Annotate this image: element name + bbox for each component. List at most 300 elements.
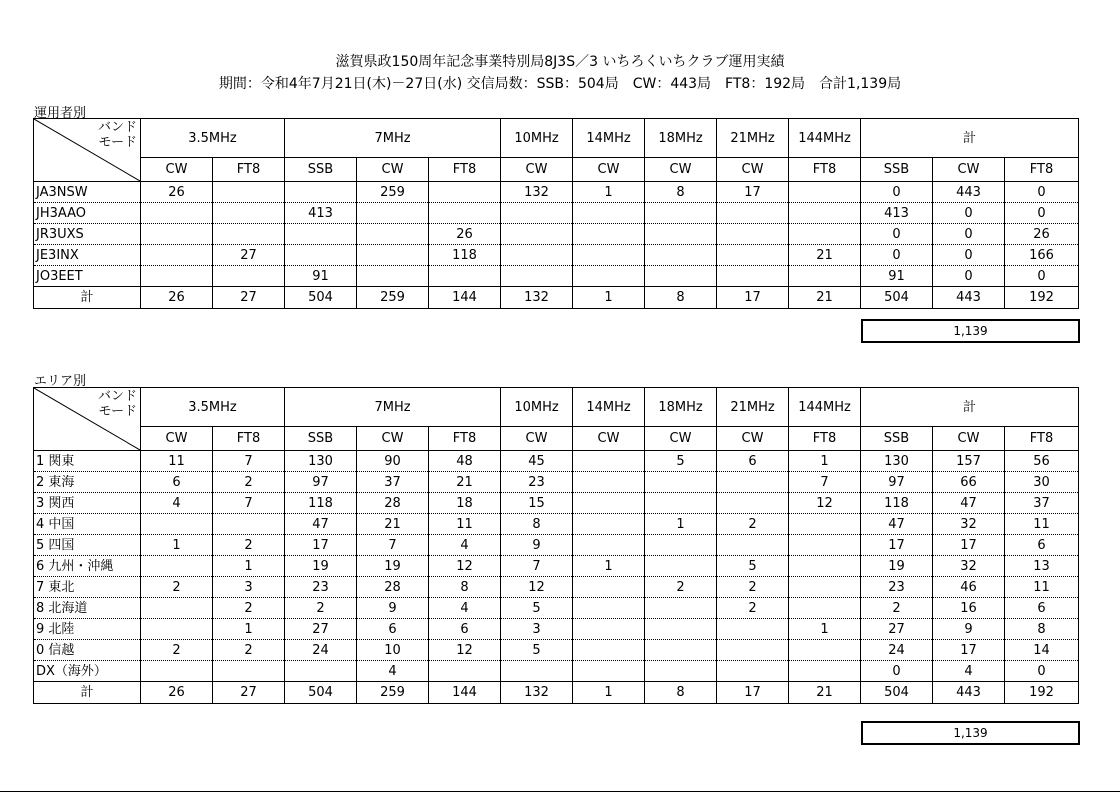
total-cell: 132 — [501, 287, 573, 309]
row-label: 1 関東 — [34, 451, 141, 472]
table-cell: 259 — [357, 182, 429, 203]
table-cell: 27 — [861, 619, 933, 640]
areas-section-label: エリア別 — [34, 374, 87, 389]
table-cell — [645, 266, 717, 287]
table-cell: 5 — [501, 640, 573, 661]
table-cell: 24 — [285, 640, 357, 661]
table-cell — [573, 224, 645, 245]
band-header: 144MHz — [789, 119, 861, 158]
band-header: 10MHz — [501, 388, 573, 427]
total-cell: 17 — [717, 287, 789, 309]
row-label: JO3EET — [34, 266, 141, 287]
band-header: 18MHz — [645, 388, 717, 427]
table-cell: 7 — [213, 451, 285, 472]
table-cell — [213, 182, 285, 203]
table-cell — [285, 224, 357, 245]
row-label: JH3AAO — [34, 203, 141, 224]
table-cell: 2 — [645, 577, 717, 598]
table-cell — [789, 535, 861, 556]
total-cell: 8 — [645, 287, 717, 309]
table-cell: 17 — [285, 535, 357, 556]
table-cell — [645, 556, 717, 577]
table-cell: 1 — [789, 451, 861, 472]
total-cell: 26 — [141, 287, 213, 309]
total-cell: 1 — [573, 682, 645, 704]
mode-header: CW — [573, 158, 645, 182]
mode-header: FT8 — [1005, 427, 1079, 451]
area-row — [34, 556, 1079, 577]
operators-table — [33, 118, 1079, 309]
table-cell — [573, 451, 645, 472]
mode-header: CW — [357, 158, 429, 182]
band-header: 21MHz — [717, 388, 789, 427]
table-cell: 0 — [1005, 182, 1079, 203]
table-cell — [213, 203, 285, 224]
table-cell: 0 — [933, 245, 1005, 266]
table-cell: 9 — [357, 598, 429, 619]
table-cell: 19 — [285, 556, 357, 577]
total-cell: 17 — [717, 682, 789, 704]
table-cell: 7 — [501, 556, 573, 577]
row-label: 6 九州・沖縄 — [34, 556, 141, 577]
mode-header: SSB — [861, 427, 933, 451]
table-cell: 0 — [1005, 203, 1079, 224]
area-row — [34, 493, 1079, 514]
table-cell: 0 — [933, 203, 1005, 224]
table-cell — [717, 224, 789, 245]
area-row — [34, 661, 1079, 682]
table-cell: 23 — [285, 577, 357, 598]
table-cell: 12 — [789, 493, 861, 514]
total-cell: 192 — [1005, 682, 1079, 704]
total-cell: 27 — [213, 682, 285, 704]
band-header: 14MHz — [573, 119, 645, 158]
table-cell: 21 — [429, 472, 501, 493]
operators-section-label: 運用者別 — [34, 106, 87, 121]
table-cell: 91 — [285, 266, 357, 287]
row-label: DX（海外） — [34, 661, 141, 682]
table-cell: 0 — [933, 266, 1005, 287]
table-cell: 443 — [933, 182, 1005, 203]
table-cell — [717, 245, 789, 266]
table-cell: 118 — [861, 493, 933, 514]
band-header: 14MHz — [573, 388, 645, 427]
table-cell: 26 — [429, 224, 501, 245]
table-cell: 0 — [1005, 266, 1079, 287]
table-cell — [645, 619, 717, 640]
mode-header: CW — [717, 427, 789, 451]
mode-header: CW — [141, 158, 213, 182]
table-cell: 19 — [357, 556, 429, 577]
table-cell: 1 — [573, 182, 645, 203]
operators-total-row — [34, 287, 1079, 309]
mode-header: FT8 — [789, 158, 861, 182]
table-cell — [573, 577, 645, 598]
mode-header: FT8 — [429, 158, 501, 182]
table-cell: 2 — [213, 472, 285, 493]
table-cell: 413 — [861, 203, 933, 224]
table-cell: 4 — [141, 493, 213, 514]
table-cell: 97 — [285, 472, 357, 493]
areas-rows — [34, 451, 1079, 682]
table-cell: 4 — [429, 598, 501, 619]
total-cell: 132 — [501, 682, 573, 704]
total-cell: 26 — [141, 682, 213, 704]
table-cell — [573, 493, 645, 514]
table-cell: 0 — [861, 224, 933, 245]
table-cell: 21 — [357, 514, 429, 535]
total-cell: 504 — [285, 682, 357, 704]
table-cell: 1 — [213, 556, 285, 577]
table-cell: 17 — [933, 535, 1005, 556]
table-cell: 26 — [1005, 224, 1079, 245]
table-cell: 2 — [717, 514, 789, 535]
table-cell — [357, 266, 429, 287]
table-cell: 5 — [501, 598, 573, 619]
area-row — [34, 535, 1079, 556]
table-cell: 2 — [213, 535, 285, 556]
table-cell: 8 — [1005, 619, 1079, 640]
total-cell: 21 — [789, 287, 861, 309]
mode-label: モード — [98, 134, 137, 150]
table-cell: 0 — [1005, 661, 1079, 682]
total-cell: 27 — [213, 287, 285, 309]
row-label: 9 北陸 — [34, 619, 141, 640]
table-cell: 6 — [717, 451, 789, 472]
total-label: 計 — [34, 287, 141, 309]
operator-row — [34, 203, 1079, 224]
table-cell: 11 — [429, 514, 501, 535]
table-cell: 8 — [501, 514, 573, 535]
table-cell: 12 — [501, 577, 573, 598]
table-cell: 1 — [141, 535, 213, 556]
mode-header: CW — [717, 158, 789, 182]
table-cell: 1 — [789, 619, 861, 640]
mode-header: FT8 — [789, 427, 861, 451]
table-cell — [717, 472, 789, 493]
row-label: 3 関西 — [34, 493, 141, 514]
table-cell: 28 — [357, 577, 429, 598]
table-cell: 47 — [933, 493, 1005, 514]
table-cell: 0 — [861, 661, 933, 682]
table-cell: 130 — [285, 451, 357, 472]
table-cell: 7 — [789, 472, 861, 493]
table-cell — [141, 661, 213, 682]
band-header: 7MHz — [285, 119, 501, 158]
table-cell — [429, 203, 501, 224]
table-cell: 1 — [645, 514, 717, 535]
table-cell: 12 — [429, 640, 501, 661]
table-cell: 2 — [717, 598, 789, 619]
areas-grand-total: 1,139 — [861, 721, 1080, 745]
table-cell: 23 — [861, 577, 933, 598]
table-cell: 27 — [285, 619, 357, 640]
table-cell — [501, 203, 573, 224]
table-cell — [501, 661, 573, 682]
table-cell: 130 — [861, 451, 933, 472]
table-cell: 11 — [141, 451, 213, 472]
band-header: 7MHz — [285, 388, 501, 427]
table-cell: 2 — [213, 598, 285, 619]
area-row — [34, 577, 1079, 598]
table-cell — [141, 619, 213, 640]
table-cell: 6 — [1005, 535, 1079, 556]
table-cell — [357, 245, 429, 266]
table-cell: 6 — [1005, 598, 1079, 619]
table-cell — [213, 266, 285, 287]
table-cell — [789, 577, 861, 598]
table-cell — [141, 598, 213, 619]
table-cell — [645, 493, 717, 514]
table-cell: 16 — [933, 598, 1005, 619]
areas-corner-header — [34, 388, 141, 451]
table-cell — [141, 245, 213, 266]
row-label: 7 東北 — [34, 577, 141, 598]
band-header: 21MHz — [717, 119, 789, 158]
table-cell: 2 — [213, 640, 285, 661]
total-cell: 443 — [933, 287, 1005, 309]
total-cell: 443 — [933, 682, 1005, 704]
table-cell: 66 — [933, 472, 1005, 493]
total-label: 計 — [34, 682, 141, 704]
area-row — [34, 514, 1079, 535]
mode-header: CW — [645, 427, 717, 451]
mode-header: FT8 — [429, 427, 501, 451]
mode-header: CW — [645, 158, 717, 182]
table-cell: 3 — [501, 619, 573, 640]
table-cell — [573, 619, 645, 640]
operators-grand-total: 1,139 — [861, 319, 1080, 343]
table-cell — [429, 661, 501, 682]
table-cell: 30 — [1005, 472, 1079, 493]
table-cell: 166 — [1005, 245, 1079, 266]
mode-header: CW — [501, 427, 573, 451]
area-row — [34, 598, 1079, 619]
table-cell: 18 — [429, 493, 501, 514]
table-cell — [213, 661, 285, 682]
table-cell: 2 — [285, 598, 357, 619]
table-cell — [573, 514, 645, 535]
table-cell — [573, 535, 645, 556]
table-cell — [213, 224, 285, 245]
table-cell: 17 — [861, 535, 933, 556]
table-cell: 0 — [933, 224, 1005, 245]
table-cell: 27 — [213, 245, 285, 266]
table-cell: 118 — [285, 493, 357, 514]
mode-header: FT8 — [213, 427, 285, 451]
operator-row — [34, 224, 1079, 245]
table-cell — [141, 266, 213, 287]
row-label: 0 信越 — [34, 640, 141, 661]
row-label: JR3UXS — [34, 224, 141, 245]
operator-row — [34, 245, 1079, 266]
table-cell — [573, 472, 645, 493]
operators-corner-header — [34, 119, 141, 182]
operator-row — [34, 266, 1079, 287]
table-cell — [573, 598, 645, 619]
table-cell: 32 — [933, 514, 1005, 535]
operator-row — [34, 182, 1079, 203]
table-cell — [789, 182, 861, 203]
table-cell: 48 — [429, 451, 501, 472]
table-cell: 6 — [357, 619, 429, 640]
mode-header: FT8 — [213, 158, 285, 182]
table-cell: 0 — [861, 182, 933, 203]
table-cell: 6 — [429, 619, 501, 640]
table-cell: 5 — [717, 556, 789, 577]
table-cell — [717, 661, 789, 682]
table-cell — [501, 266, 573, 287]
table-cell: 11 — [1005, 514, 1079, 535]
table-cell — [501, 245, 573, 266]
mode-header: CW — [573, 427, 645, 451]
total-cell: 259 — [357, 682, 429, 704]
operators-rows — [34, 182, 1079, 287]
total-cell: 504 — [285, 287, 357, 309]
areas-total-row — [34, 682, 1079, 704]
table-cell: 9 — [501, 535, 573, 556]
band-header: 3.5MHz — [141, 119, 285, 158]
document-title: 滋賀県政150周年記念事業特別局8J3S／3 いちろくいちクラブ運用実績 — [335, 54, 785, 70]
table-cell: 8 — [429, 577, 501, 598]
table-cell — [645, 640, 717, 661]
total-cell: 192 — [1005, 287, 1079, 309]
table-cell — [645, 224, 717, 245]
table-cell: 0 — [861, 245, 933, 266]
table-cell — [717, 203, 789, 224]
table-cell — [789, 598, 861, 619]
table-cell — [645, 472, 717, 493]
table-cell: 4 — [933, 661, 1005, 682]
table-cell: 28 — [357, 493, 429, 514]
table-cell: 157 — [933, 451, 1005, 472]
table-cell: 24 — [861, 640, 933, 661]
band-header: 144MHz — [789, 388, 861, 427]
total-cell: 504 — [861, 287, 933, 309]
row-label: JE3INX — [34, 245, 141, 266]
table-cell: 12 — [429, 556, 501, 577]
table-cell: 7 — [213, 493, 285, 514]
mode-label: モード — [98, 403, 137, 419]
table-cell — [645, 535, 717, 556]
table-cell — [717, 619, 789, 640]
row-label: 5 四国 — [34, 535, 141, 556]
table-cell — [789, 514, 861, 535]
table-cell: 10 — [357, 640, 429, 661]
mode-header: SSB — [285, 158, 357, 182]
table-cell — [645, 203, 717, 224]
table-cell — [789, 640, 861, 661]
table-cell: 47 — [285, 514, 357, 535]
table-cell — [429, 182, 501, 203]
row-label: 4 中国 — [34, 514, 141, 535]
table-cell: 97 — [861, 472, 933, 493]
table-cell: 47 — [861, 514, 933, 535]
row-label: 2 東海 — [34, 472, 141, 493]
band-label: バンド — [97, 389, 137, 404]
band-mode-label — [98, 390, 137, 420]
table-cell — [285, 661, 357, 682]
total-cell: 144 — [429, 682, 501, 704]
table-cell — [573, 640, 645, 661]
total-cell: 21 — [789, 682, 861, 704]
table-cell — [717, 493, 789, 514]
row-label: 8 北海道 — [34, 598, 141, 619]
table-cell: 2 — [141, 577, 213, 598]
band-header-total: 計 — [861, 119, 1079, 158]
table-cell — [573, 245, 645, 266]
area-row — [34, 640, 1079, 661]
table-cell — [141, 556, 213, 577]
table-cell: 90 — [357, 451, 429, 472]
mode-header: SSB — [285, 427, 357, 451]
band-mode-label — [98, 121, 137, 151]
page-bottom-rule — [0, 791, 1120, 792]
table-cell — [285, 182, 357, 203]
table-cell: 15 — [501, 493, 573, 514]
total-cell: 1 — [573, 287, 645, 309]
total-cell: 259 — [357, 287, 429, 309]
band-header: 3.5MHz — [141, 388, 285, 427]
table-cell — [789, 266, 861, 287]
total-cell: 504 — [861, 682, 933, 704]
table-cell — [285, 245, 357, 266]
mode-header: SSB — [861, 158, 933, 182]
table-cell — [429, 266, 501, 287]
table-cell: 413 — [285, 203, 357, 224]
area-row — [34, 451, 1079, 472]
table-cell: 2 — [861, 598, 933, 619]
table-cell: 7 — [357, 535, 429, 556]
table-cell — [573, 203, 645, 224]
table-cell — [717, 535, 789, 556]
table-cell: 14 — [1005, 640, 1079, 661]
table-cell: 9 — [933, 619, 1005, 640]
table-cell: 4 — [429, 535, 501, 556]
table-cell: 26 — [141, 182, 213, 203]
row-label: JA3NSW — [34, 182, 141, 203]
table-cell — [645, 598, 717, 619]
table-cell: 23 — [501, 472, 573, 493]
table-cell — [717, 266, 789, 287]
table-cell: 118 — [429, 245, 501, 266]
table-cell: 8 — [645, 182, 717, 203]
table-cell — [573, 266, 645, 287]
mode-header: CW — [933, 158, 1005, 182]
band-label: バンド — [97, 120, 137, 135]
table-cell: 37 — [357, 472, 429, 493]
table-cell: 17 — [933, 640, 1005, 661]
table-cell: 2 — [141, 640, 213, 661]
table-cell: 132 — [501, 182, 573, 203]
table-cell: 45 — [501, 451, 573, 472]
table-cell: 17 — [717, 182, 789, 203]
table-cell: 6 — [141, 472, 213, 493]
mode-header: CW — [933, 427, 1005, 451]
total-cell: 144 — [429, 287, 501, 309]
table-cell — [789, 203, 861, 224]
table-cell: 3 — [213, 577, 285, 598]
table-cell: 32 — [933, 556, 1005, 577]
areas-table — [33, 387, 1079, 704]
table-cell — [501, 224, 573, 245]
mode-header: CW — [357, 427, 429, 451]
mode-header: CW — [501, 158, 573, 182]
band-header: 10MHz — [501, 119, 573, 158]
total-cell: 8 — [645, 682, 717, 704]
table-cell: 19 — [861, 556, 933, 577]
table-cell: 21 — [789, 245, 861, 266]
